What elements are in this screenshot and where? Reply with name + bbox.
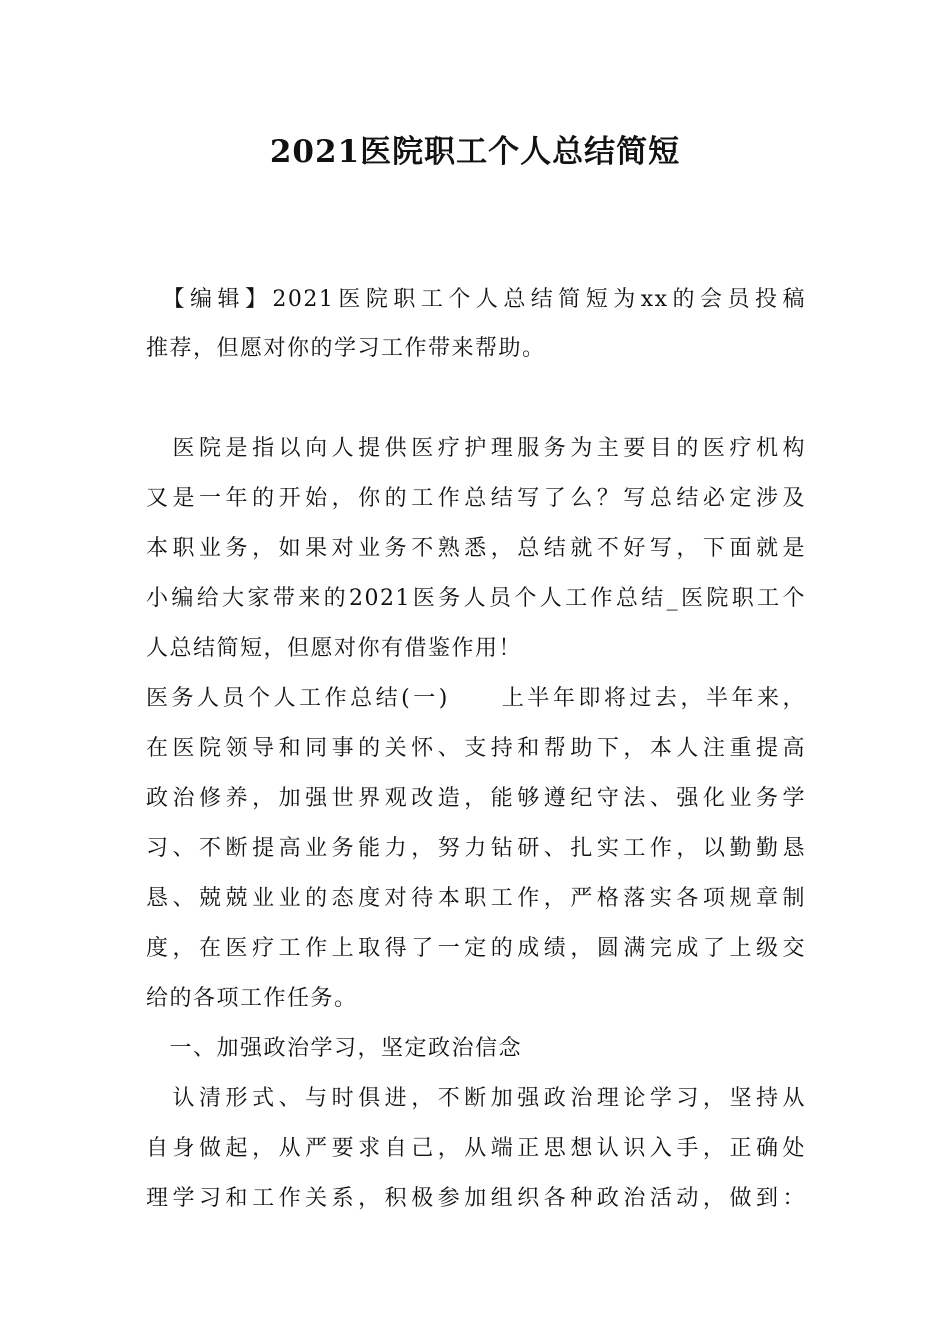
paragraph-line: 度，在医疗工作上取得了一定的成绩，圆满完成了上级交: [146, 936, 806, 961]
paragraph-line: 人总结简短，但愿对你有借鉴作用！: [146, 636, 523, 661]
paragraph-line: 小编给大家带来的2021医务人员个人工作总结_医院职工个: [146, 586, 806, 611]
paragraph-line: 医院是指以向人提供医疗护理服务为主要目的医疗机构: [146, 436, 806, 461]
paragraph-line: 恳、兢兢业业的态度对待本职工作，严格落实各项规章制: [146, 886, 806, 911]
paragraph-line: 在医院领导和同事的关怀、支持和帮助下，本人注重提高: [146, 736, 806, 761]
paragraph-line: 本职业务，如果对业务不熟悉，总结就不好写，下面就是: [146, 536, 806, 561]
paragraph-line: 理学习和工作关系，积极参加组织各种政治活动，做到：: [146, 1186, 806, 1211]
paragraph-line: 又是一年的开始，你的工作总结写了么？写总结必定涉及: [146, 486, 806, 511]
paragraph-line: 习、不断提高业务能力，努力钻研、扎实工作，以勤勤恳: [146, 836, 806, 861]
paragraph-line: 【编辑】2021医院职工个人总结简短为xx的会员投稿: [146, 287, 806, 312]
paragraph-line: 认清形式、与时俱进，不断加强政治理论学习，坚持从: [146, 1086, 806, 1111]
paragraph-line: 给的各项工作任务。: [146, 986, 358, 1011]
section-heading: 一、加强政治学习，坚定政治信念: [146, 1036, 523, 1061]
paragraph-line: 自身做起，从严要求自己，从端正思想认识入手，正确处: [146, 1136, 806, 1161]
paragraph-line: 推荐，但愿对你的学习工作带来帮助。: [146, 336, 546, 361]
document-title: 2021医院职工个人总结简短: [269, 134, 681, 170]
paragraph-line: 政治修养，加强世界观改造，能够遵纪守法、强化业务学: [146, 786, 806, 811]
paragraph-line: 医务人员个人工作总结(一) 上半年即将过去，半年来，: [146, 686, 806, 711]
